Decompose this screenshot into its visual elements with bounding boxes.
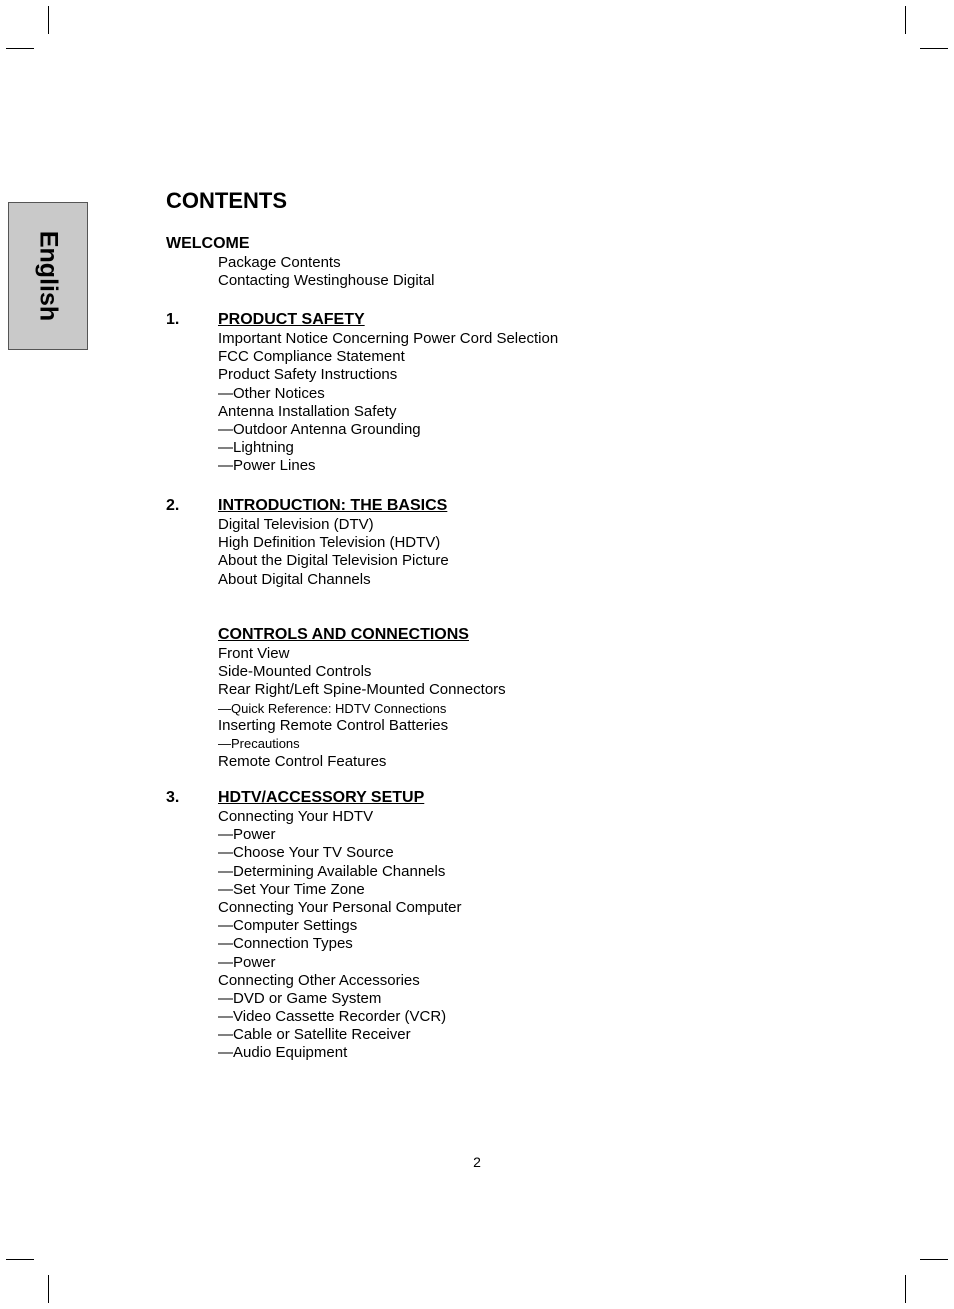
toc-entry: Product Safety Instructions — [218, 366, 398, 384]
toc-entry: Connecting Your Personal Computer — [218, 898, 462, 916]
crop-mark — [6, 48, 34, 49]
toc-entry: Important Notice Concerning Power Cord Selection — [218, 330, 559, 347]
toc-entry: —Quick Reference: HDTV Connections — [218, 700, 447, 716]
section-title: WELCOME — [166, 235, 250, 252]
section-title: CONTROLS AND CONNECTIONS — [218, 626, 469, 643]
section-title: HDTV/ACCESSORY SETUP — [218, 789, 425, 806]
toc-entry: —Video Cassette Recorder (VCR) — [218, 1008, 447, 1026]
crop-mark — [920, 1259, 948, 1260]
section-entries — [166, 516, 449, 589]
language-tab-label: English — [34, 230, 63, 322]
toc-entry: —Choose Your TV Source — [218, 844, 394, 862]
toc-entry: Remote Control Features — [218, 752, 387, 770]
toc-section-setup — [166, 788, 462, 1063]
toc-entry: Side-Mounted Controls — [218, 663, 372, 681]
toc-section-introduction — [166, 496, 449, 589]
crop-mark — [6, 1259, 34, 1260]
toc-entry: FCC Compliance Statement — [218, 348, 405, 366]
toc-entry: —Determining Available Channels — [218, 862, 446, 880]
toc-entry: —Cable or Satellite Receiver — [218, 1026, 411, 1044]
section-heading — [166, 310, 365, 330]
crop-mark — [905, 1275, 906, 1303]
section-heading — [166, 234, 250, 254]
toc-entry: About Digital Channels — [218, 570, 371, 588]
toc-entry: —Precautions — [218, 736, 300, 752]
section-entries — [166, 254, 435, 290]
toc-entry: —Other Notices — [218, 384, 325, 402]
toc-entry: —Lightning — [218, 439, 294, 457]
section-title: PRODUCT SAFETY — [218, 311, 365, 328]
crop-mark — [48, 6, 49, 34]
toc-entry: High Definition Television (HDTV) — [218, 534, 441, 552]
language-tab — [8, 202, 88, 350]
toc-section-product-safety — [166, 310, 558, 476]
toc-entry: About the Digital Television Picture — [218, 552, 449, 570]
section-heading — [166, 788, 424, 808]
contents-title: CONTENTS — [166, 188, 287, 213]
toc-entry: Package Contents — [218, 254, 341, 271]
crop-mark — [920, 48, 948, 49]
toc-entry: —DVD or Game System — [218, 989, 382, 1007]
crop-mark — [905, 6, 906, 34]
toc-entry: —Audio Equipment — [218, 1044, 348, 1062]
toc-entry: Connecting Your HDTV — [218, 808, 374, 825]
toc-entry: —Connection Types — [218, 935, 353, 953]
toc-entry: Rear Right/Left Spine-Mounted Connectors — [218, 681, 506, 699]
section-number: 3. — [166, 789, 180, 806]
toc-entry: —Computer Settings — [218, 917, 358, 935]
section-heading — [166, 496, 447, 516]
section-entries — [166, 330, 558, 476]
toc-entry: Connecting Other Accessories — [218, 971, 420, 989]
toc-section-controls — [166, 625, 506, 771]
section-entries — [166, 808, 462, 1063]
toc-entry: Antenna Installation Safety — [218, 402, 397, 420]
toc-entry: —Power Lines — [218, 457, 316, 475]
section-number: 2. — [166, 497, 180, 514]
toc-section-welcome — [166, 234, 435, 290]
toc-entry: Front View — [218, 645, 290, 662]
toc-entry: Contacting Westinghouse Digital — [218, 272, 435, 290]
section-entries — [166, 645, 506, 771]
toc-entry: Inserting Remote Control Batteries — [218, 717, 449, 735]
toc-entry: —Power — [218, 826, 276, 844]
toc-entry: —Power — [218, 953, 276, 971]
crop-mark — [48, 1275, 49, 1303]
section-number: 1. — [166, 311, 180, 328]
section-heading — [218, 625, 469, 645]
toc-entry: Digital Television (DTV) — [218, 516, 374, 533]
page-number: 2 — [473, 1154, 481, 1170]
toc-entry: —Outdoor Antenna Grounding — [218, 420, 421, 438]
section-title: INTRODUCTION: THE BASICS — [218, 497, 448, 514]
toc-entry: —Set Your Time Zone — [218, 880, 365, 898]
